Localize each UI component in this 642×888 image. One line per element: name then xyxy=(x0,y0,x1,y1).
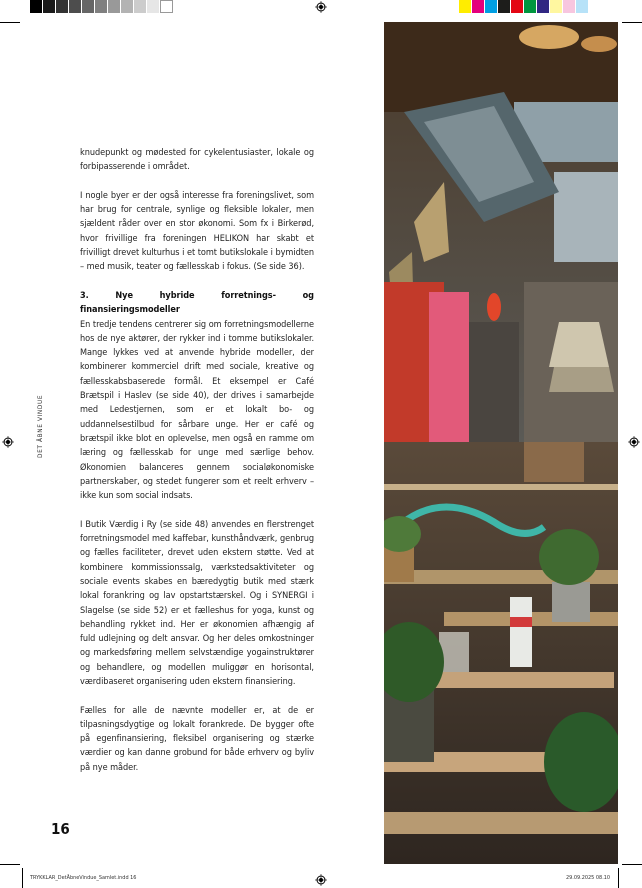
grey-swatch xyxy=(43,0,56,13)
crop-mark xyxy=(618,868,619,888)
grey-swatch xyxy=(69,0,82,13)
grey-swatch xyxy=(108,0,121,13)
cafe-interior-illustration xyxy=(384,22,618,864)
paragraph: knudepunkt og mødested for cykelentusiaster, lokale og forbipasserende i området. xyxy=(80,148,314,173)
registration-mark-icon xyxy=(315,874,327,886)
grey-swatch xyxy=(121,0,134,13)
color-calibration-bar xyxy=(459,0,589,13)
color-swatch xyxy=(472,0,485,13)
crop-mark xyxy=(0,22,20,23)
color-swatch xyxy=(576,0,589,13)
grey-calibration-bar xyxy=(30,0,173,13)
section-block xyxy=(80,289,314,503)
color-swatch xyxy=(459,0,472,13)
paragraph: En tredje tendens centrerer sig om forretningsmodellerne hos de nye aktører, der rykker ind i tomme butikslokaler. Mange lykkes ved at anvende hybride modeller, der kombinerer kommerciel drift med sociale, kreative og fællesskabsbaserede formål. Et eksempel er Café Brætspil i Haslev (se side 40), der drives i samarbejde med Ledestjernen, som er et lokalt bo- og uddannelsestilbud for sårbare unge. Her er café og brætspil ikke blot en oplevelse, men også en ramme om læring og fællesskab for unge med særlige behov. Økonomien balanceres gennem socialøkonomiske partnerskaber, og stedet fungerer som et reelt erhverv – ikke kun som social indsats. xyxy=(80,319,314,502)
page-number: 16 xyxy=(51,820,70,838)
crop-mark xyxy=(622,22,642,23)
grey-swatch xyxy=(30,0,43,13)
color-swatch xyxy=(511,0,524,13)
grey-swatch xyxy=(160,0,173,13)
registration-mark-icon xyxy=(315,1,327,13)
color-swatch xyxy=(550,0,563,13)
paragraph: I nogle byer er der også interesse fra foreningslivet, som har brug for centrale, synlige og fleksible lokaler, men sjældent råder over en stor økonomi. Som fx i Birkerød, hvor frivillige fra foreningen HELIKON har skabt et frivilligt drevet kulturhus i et tomt butikslokale i bymidten – med musik, teater og fællesskab i fokus. (Se side 36). xyxy=(80,190,314,273)
crop-mark xyxy=(622,864,642,865)
grey-swatch xyxy=(134,0,147,13)
color-swatch xyxy=(498,0,511,13)
color-swatch xyxy=(485,0,498,13)
slug-filename: TRYKKLAR_DetÅbneVindue_Samlet.indd 16 xyxy=(30,875,137,881)
crop-mark xyxy=(0,864,20,865)
color-swatch xyxy=(524,0,537,13)
crop-mark xyxy=(22,868,23,888)
color-swatch xyxy=(537,0,550,13)
grey-swatch xyxy=(147,0,160,13)
cafe-interior-photo xyxy=(384,22,618,864)
grey-swatch xyxy=(56,0,69,13)
grey-swatch xyxy=(82,0,95,13)
registration-mark-icon xyxy=(2,436,14,448)
running-side-label: DET ÅBNE VINDUE xyxy=(36,394,44,458)
section-heading: 3. Nye hybride forretnings- og finansieringsmodeller xyxy=(80,290,314,316)
color-swatch xyxy=(563,0,576,13)
slug-timestamp: 29.09.2025 08.10 xyxy=(566,875,611,881)
grey-swatch xyxy=(95,0,108,13)
registration-mark-icon xyxy=(628,436,640,448)
paragraph: I Butik Værdig i Ry (se side 48) anvendes en flerstrenget forretningsmodel med kaffebar, kunsthåndværk, genbrug og fælles faciliteter, drevet uden ekstern støtte. Ved at kombinere kommissionssalg, værkstedsaktiviteter og sociale events skabes en bæredygtig butik med stærk lokal forankring og lav opstartstærskel. Og i SYNERGI i Slagelse (se side 52) er et fælleshus for yoga, kunst og behandling rykket ind. Her er økonomien afhængig af fuld udlejning og delt ansvar. Og her deles omkostninger og markedsføring mellem selvstændige yogainstruktører og behandlere, og modellen muliggør en horisontal, værdibaseret organisering uden ekstern finansiering. xyxy=(80,519,314,687)
article-body xyxy=(80,146,314,789)
paragraph: Fælles for alle de nævnte modeller er, at de er tilpasningsdygtige og lokalt forankrede. De bygger ofte på egenfinansiering, fleksibel organisering og stærke værdier og kan danne grobund for både erhverv og byliv på nye måder. xyxy=(80,705,314,773)
